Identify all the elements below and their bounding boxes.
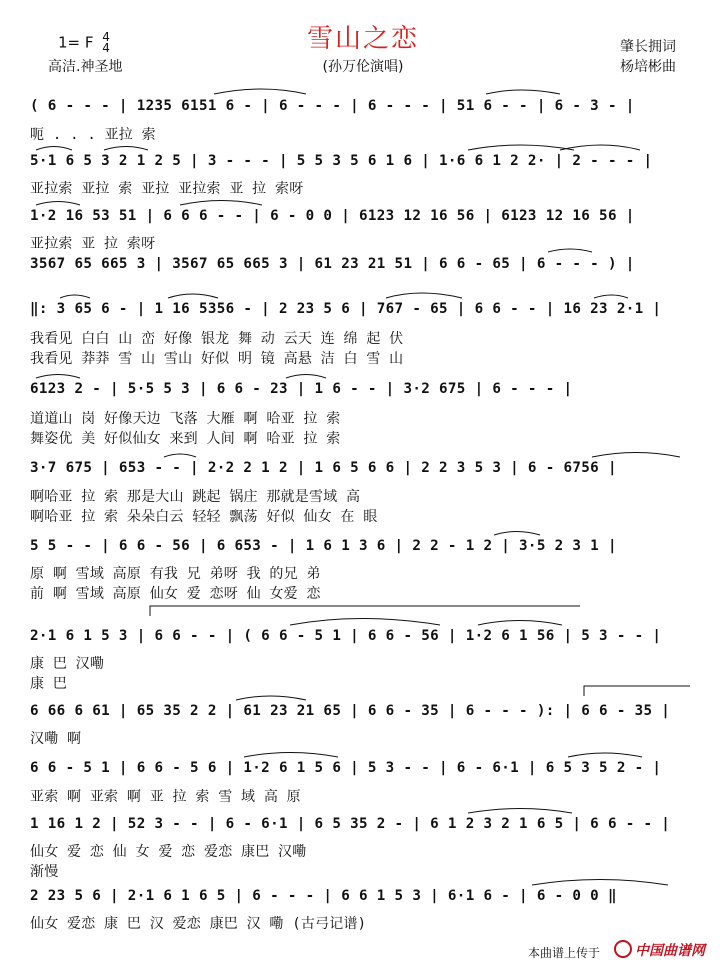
expression-mark: 高洁.神圣地: [48, 59, 123, 75]
notation-row: ( 6 - - - | 1235 6151 6 - | 6 - - - | 6 - - - | 51 6 - - | 6 - 3 - |: [30, 98, 635, 114]
notation-row: 6 6 - 5 1 | 6 6 - 5 6 | 1·2 6 1 5 6 | 5 3 - - | 6 - 6·1 | 6 5 3 5 2 - |: [30, 760, 662, 776]
tie-arc: [494, 532, 540, 536]
tie-arc: [180, 201, 262, 206]
lyric-row: 亚索 啊 亚索 啊 亚 拉 索 雪 域 高 原: [30, 789, 301, 805]
tie-arc: [594, 295, 628, 298]
tie-arc: [236, 696, 306, 700]
volta-bracket-2: [584, 686, 690, 696]
tie-arc: [244, 753, 338, 758]
song-title: 雪山之恋: [306, 24, 419, 54]
lyric-row: 仙女 爱 恋 仙 女 爱 恋 爱恋 康巴 汉嘞: [30, 844, 307, 860]
tempo-marking: 渐慢: [30, 864, 59, 880]
notation-row: 1·2 16 53 51 | 6 6 6 - - | 6 - 0 0 | 6123 12 16 56 | 6123 12 16 56 |: [30, 208, 635, 224]
volta-bracket-1: [150, 606, 580, 616]
tie-arc: [486, 90, 560, 94]
lyric-row: 汉嘞 啊: [30, 731, 82, 747]
tie-arc: [104, 147, 148, 151]
notation-row: 2·1 6 1 5 3 | 6 6 - - | ( 6 6 - 5 1 | 6 6 - 56 | 1·2 6 1 56 | 5 3 - - |: [30, 628, 662, 644]
lyric-row-verse-1: 我看见 白白 山 峦 好像 银龙 舞 动 云天 连 绵 起 伏: [30, 331, 404, 347]
lyric-row: 亚拉索 亚拉 索 亚拉 亚拉索 亚 拉 索呀: [30, 181, 304, 197]
lyric-row-verse-2: 康 巴: [30, 676, 68, 692]
lyric-row: 仙女 爱恋 康 巴 汉 爱恋 康巴 汉 嘞 (古弓记谱): [30, 916, 367, 932]
tie-arc: [532, 880, 668, 886]
tie-arc: [164, 454, 196, 457]
notation-row: ‖: 3 65 6 - | 1 16 5356 - | 2 23 5 6 | 767 - 65 | 6 6 - - | 16 23 2·1 |: [30, 301, 662, 317]
lyric-row-verse-1: 康 巴 汉嘞: [30, 656, 105, 672]
notation-row: 3·7 675 | 653 - - | 2·2 2 1 2 | 1 6 5 6 6 | 2 2 3 5 3 | 6 - 6756 |: [30, 460, 617, 476]
tie-arc: [286, 375, 326, 379]
tie-arc: [60, 295, 90, 298]
tie-arc: [36, 147, 72, 151]
footer-text: 本曲谱上传于: [528, 946, 601, 960]
tie-arc: [36, 375, 80, 379]
tie-arc: [36, 202, 80, 206]
performer-credit: (孙万伦演唱): [322, 59, 404, 75]
notation-row: 5 5 - - | 6 6 - 56 | 6 653 - | 1 6 1 3 6 | 2 2 - 1 2 | 3·5 2 3 1 |: [30, 538, 617, 554]
lyric-row: 呃 . . . 亚拉 索: [30, 127, 156, 143]
notation-row: 1 16 1 2 | 52 3 - - | 6 - 6·1 | 6 5 35 2 - | 6 1 2 3 2 1 6 5 | 6 6 - - |: [30, 816, 671, 832]
key-label: 1= F: [58, 33, 94, 52]
tie-arc: [478, 621, 562, 626]
tie-arc: [168, 294, 218, 298]
notation-row: 2 23 5 6 | 2·1 6 1 6 5 | 6 - - - | 6 6 1 5 3 | 6·1 6 - | 6 - 0 0 ‖: [30, 888, 617, 904]
tie-arc: [290, 619, 440, 626]
tie-arc: [214, 89, 306, 94]
time-top: 4: [102, 30, 110, 44]
notation-row: 3567 65 665 3 | 3567 65 665 3 | 61 23 21 51 | 6 6 - 65 | 6 - - - ) |: [30, 256, 635, 272]
notation-row: 5·1 6 5 3 2 1 2 5 | 3 - - - | 5 5 3 5 6 1 6 | 1·6 6 1 2 2· | 2 - - - |: [30, 153, 653, 169]
lyric-row-verse-2: 舞姿优 美 好似仙女 来到 人间 啊 哈亚 拉 索: [30, 431, 341, 447]
composer-credit: 杨培彬曲: [620, 59, 676, 75]
tie-arc: [592, 453, 680, 458]
tie-arc: [468, 809, 572, 814]
lyric-row-verse-2: 前 啊 雪域 高原 仙女 爱 恋呀 仙 女爱 恋: [30, 586, 321, 602]
notation-row: 6 66 6 61 | 65 35 2 2 | 61 23 21 65 | 6 6 - 35 | 6 - - - ): | 6 6 - 35 |: [30, 703, 671, 719]
tie-arc: [468, 145, 574, 150]
logo-text: 中国曲谱网: [635, 943, 705, 959]
lyricist-credit: 肇长拥词: [620, 39, 676, 55]
tie-arc: [548, 249, 592, 252]
lyric-row-verse-2: 我看见 莽莽 雪 山 雪山 好似 明 镜 高悬 洁 白 雪 山: [30, 351, 404, 367]
lyric-row-verse-1: 道道山 岗 好像天边 飞落 大雁 啊 哈亚 拉 索: [30, 411, 341, 427]
lyric-row-verse-1: 原 啊 雪域 高原 有我 兄 弟呀 我 的兄 弟: [30, 566, 321, 582]
tie-arc: [568, 753, 642, 757]
lyric-row-verse-2: 啊哈亚 拉 索 朵朵白云 轻轻 飘荡 好似 仙女 在 眼: [30, 509, 378, 525]
time-bottom: 4: [102, 41, 110, 55]
tie-arc: [386, 293, 462, 298]
lyric-row-verse-1: 啊哈亚 拉 索 那是大山 跳起 锅庄 那就是雪域 高: [30, 489, 361, 505]
notation-row: 6123 2 - | 5·5 5 3 | 6 6 - 23 | 1 6 - - | 3·2 675 | 6 - - - |: [30, 381, 573, 397]
lyric-row: 亚拉索 亚 拉 索呀: [30, 236, 156, 252]
